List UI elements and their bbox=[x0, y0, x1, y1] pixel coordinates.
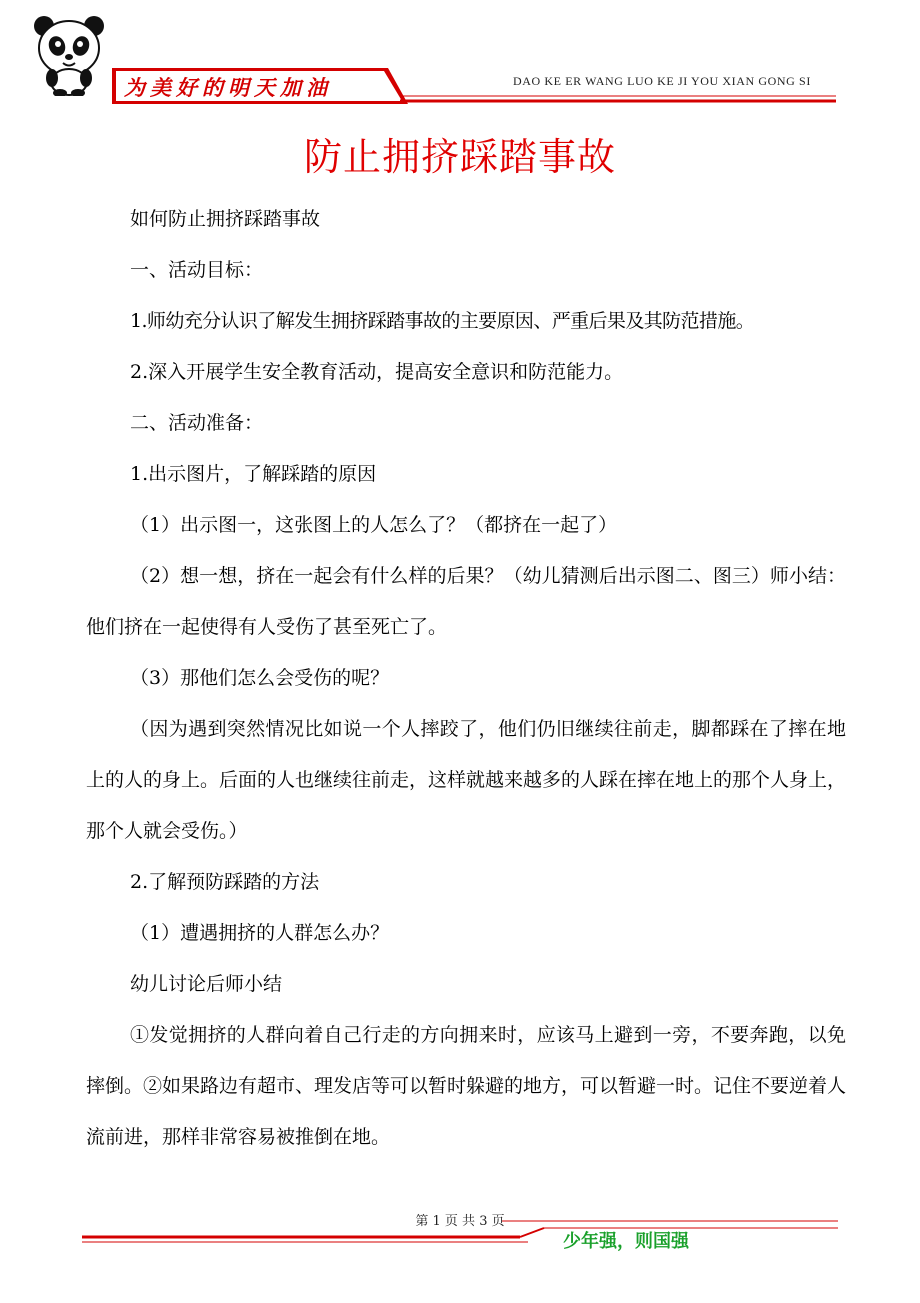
paragraph: （1）出示图一，这张图上的人怎么了？（都挤在一起了） bbox=[130, 514, 618, 536]
paragraph: （因为遇到突然情况比如说一个人摔跤了，他们仍旧继续往前走，脚都踩在了摔在地上的人的身上。后面的人也继续往前走，这样就越来越多的人踩在摔在地上的那个人身上，那个人就会受伤。） bbox=[86, 718, 847, 842]
panda-logo-icon bbox=[30, 14, 108, 96]
paragraph: （1）遭遇拥挤的人群怎么办？ bbox=[130, 922, 390, 944]
paragraph: 1.出示图片，了解踩踏的原因 bbox=[130, 463, 377, 485]
header-slogan: 为美好的明天加油 bbox=[124, 75, 332, 100]
paragraph: 如何防止拥挤踩踏事故 bbox=[130, 208, 321, 230]
paragraph: 一、活动目标： bbox=[130, 259, 264, 281]
paragraph: 2.深入开展学生安全教育活动，提高安全意识和防范能力。 bbox=[130, 361, 624, 383]
paragraph: 二、活动准备： bbox=[130, 412, 264, 434]
paragraph: 2.了解预防踩踏的方法 bbox=[130, 871, 320, 893]
footer-motto: 少年强，则国强 bbox=[563, 1231, 689, 1252]
company-name: DAO KE ER WANG LUO KE JI YOU XIAN GONG SI bbox=[513, 74, 811, 88]
document-body bbox=[86, 194, 846, 1163]
header-divider bbox=[400, 94, 836, 104]
paragraph: （2）想一想，挤在一起会有什么样的后果？（幼儿猜测后出示图二、图三）师小结：他们挤在一起使得有人受伤了甚至死亡了。 bbox=[86, 565, 846, 638]
paragraph: 幼儿讨论后师小结 bbox=[130, 973, 283, 995]
paragraph: 1.师幼充分认识了解发生拥挤踩踏事故的主要原因、严重后果及其防范措施。 bbox=[130, 310, 755, 332]
footer-divider bbox=[82, 1220, 838, 1246]
page-title: 防止拥挤踩踏事故 bbox=[303, 135, 616, 179]
paragraph: （3）那他们怎么会受伤的呢？ bbox=[130, 667, 390, 689]
paragraph: ①发觉拥挤的人群向着自己行走的方向拥来时，应该马上避到一旁，不要奔跑，以免摔倒。②如果路边有超市、理发店等可以暂时躲避的地方，可以暂避一时。记住不要逆着人流前进，那样非常容易被推倒在地。 bbox=[86, 1024, 847, 1148]
page-indicator: 第 1 页 共 3 页 bbox=[415, 1214, 505, 1229]
